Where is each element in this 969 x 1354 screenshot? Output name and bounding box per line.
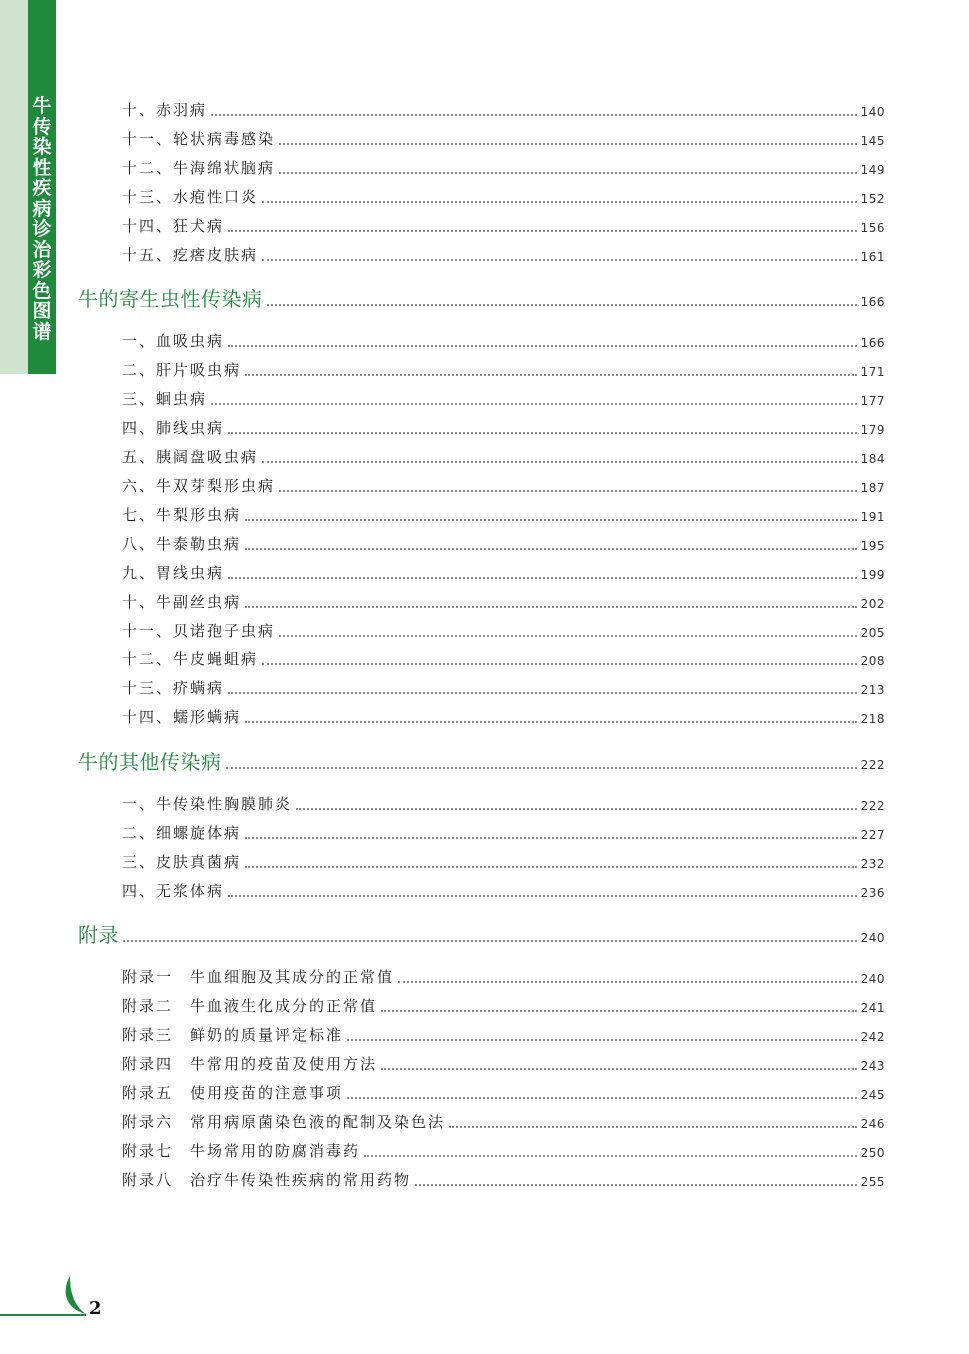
toc-entry-page: 140 bbox=[860, 105, 885, 119]
toc-entry-page: 236 bbox=[860, 886, 885, 900]
toc-entry[interactable] bbox=[122, 1110, 885, 1132]
toc-entry-label: 附录四 牛常用的疫苗及使用方法 bbox=[122, 1055, 378, 1073]
toc-entry[interactable] bbox=[122, 1168, 885, 1190]
toc-entry-page: 152 bbox=[860, 192, 885, 206]
toc-entry-page: 232 bbox=[860, 857, 885, 871]
toc-entry[interactable] bbox=[122, 156, 885, 178]
toc-entry-label: 十二、牛海绵状脑病 bbox=[122, 159, 276, 177]
dot-leader bbox=[226, 767, 857, 769]
toc-entry[interactable] bbox=[122, 387, 885, 409]
toc-entry-page: 241 bbox=[860, 1001, 885, 1015]
dot-leader bbox=[381, 1010, 857, 1012]
toc-entry-page: 246 bbox=[860, 1117, 885, 1131]
toc-entry-label: 十四、狂犬病 bbox=[122, 217, 225, 235]
book-title: 牛传染性疾病诊治彩色图谱 bbox=[32, 95, 52, 343]
toc-entry-page: 218 bbox=[860, 712, 885, 726]
toc-entry[interactable] bbox=[122, 1081, 885, 1103]
toc-entry-page: 240 bbox=[860, 972, 885, 986]
toc-entry[interactable] bbox=[122, 619, 885, 641]
leaf-curve-icon bbox=[60, 1276, 90, 1316]
toc-entry-label: 附录七 牛场常用的防腐消毒药 bbox=[122, 1142, 361, 1160]
dot-leader bbox=[347, 1039, 857, 1041]
toc-section-page: 240 bbox=[860, 931, 885, 945]
toc-entry-page: 177 bbox=[860, 394, 885, 408]
dot-leader bbox=[347, 1097, 857, 1099]
dot-leader bbox=[296, 808, 857, 810]
dot-leader bbox=[228, 577, 857, 579]
toc-entry[interactable] bbox=[122, 329, 885, 351]
toc-entry[interactable] bbox=[122, 994, 885, 1016]
dot-leader bbox=[211, 403, 857, 405]
toc-entry-label: 十、赤羽病 bbox=[122, 101, 208, 119]
toc-entry[interactable] bbox=[122, 879, 885, 901]
dot-leader bbox=[228, 692, 857, 694]
toc-entry-label: 附录一 牛血细胞及其成分的正常值 bbox=[122, 968, 395, 986]
toc-entry[interactable] bbox=[122, 1023, 885, 1045]
toc-entry[interactable] bbox=[122, 503, 885, 525]
toc-entry[interactable] bbox=[122, 1139, 885, 1161]
dot-leader bbox=[381, 1068, 857, 1070]
page-number: 2 bbox=[89, 1298, 102, 1319]
toc-entry-page: 202 bbox=[860, 597, 885, 611]
toc-entry[interactable] bbox=[122, 1052, 885, 1074]
dot-leader bbox=[279, 635, 857, 637]
toc-entry-page: 243 bbox=[860, 1059, 885, 1073]
dot-leader bbox=[398, 981, 857, 983]
toc-entry[interactable] bbox=[122, 821, 885, 843]
footer-rule bbox=[0, 1314, 86, 1316]
toc-entry-label: 三、蛔虫病 bbox=[122, 390, 208, 408]
dot-leader bbox=[262, 663, 857, 665]
toc-entry-page: 145 bbox=[860, 134, 885, 148]
dot-leader bbox=[279, 490, 857, 492]
dot-leader bbox=[364, 1155, 857, 1157]
dot-leader bbox=[415, 1184, 857, 1186]
toc-entry-label: 二、肝片吸虫病 bbox=[122, 361, 242, 379]
toc-entry-label: 四、无浆体病 bbox=[122, 882, 225, 900]
toc-entry-label: 十一、贝诺孢子虫病 bbox=[122, 622, 276, 640]
toc-entry[interactable] bbox=[122, 705, 885, 727]
toc-entry[interactable] bbox=[122, 532, 885, 554]
dot-leader bbox=[262, 201, 857, 203]
toc-entry[interactable] bbox=[122, 647, 885, 669]
dot-leader bbox=[262, 461, 857, 463]
toc-entry[interactable] bbox=[122, 416, 885, 438]
dot-leader bbox=[245, 374, 857, 376]
dot-leader bbox=[228, 345, 857, 347]
toc-section-heading[interactable] bbox=[78, 920, 885, 948]
toc-entry-page: 179 bbox=[860, 423, 885, 437]
dot-leader bbox=[279, 172, 857, 174]
toc-entry-page: 161 bbox=[860, 250, 885, 264]
toc-entry[interactable] bbox=[122, 445, 885, 467]
toc-entry-page: 242 bbox=[860, 1030, 885, 1044]
dot-leader bbox=[245, 837, 857, 839]
dot-leader bbox=[245, 606, 857, 608]
dot-leader bbox=[228, 230, 857, 232]
dot-leader bbox=[245, 519, 857, 521]
toc-section-page: 222 bbox=[860, 758, 885, 772]
toc-entry-label: 十五、疙瘩皮肤病 bbox=[122, 246, 259, 264]
toc-entry[interactable] bbox=[122, 676, 885, 698]
dot-leader bbox=[449, 1126, 857, 1128]
toc-entry[interactable] bbox=[122, 590, 885, 612]
toc-section-heading[interactable] bbox=[78, 284, 885, 312]
toc-entry-page: 227 bbox=[860, 828, 885, 842]
toc-entry-page: 171 bbox=[860, 365, 885, 379]
dot-leader bbox=[123, 940, 857, 942]
toc-entry-page: 222 bbox=[860, 799, 885, 813]
toc-section-page: 166 bbox=[860, 295, 885, 309]
toc-entry-label: 十一、轮状病毒感染 bbox=[122, 130, 276, 148]
toc-entry-label: 九、胃线虫病 bbox=[122, 564, 225, 582]
toc-entry-page: 255 bbox=[860, 1175, 885, 1189]
toc-section-title: 牛的其他传染病 bbox=[78, 750, 222, 774]
toc-entry-page: 199 bbox=[860, 568, 885, 582]
toc-entry-page: 187 bbox=[860, 481, 885, 495]
dot-leader bbox=[211, 114, 857, 116]
toc-entry-label: 四、肺线虫病 bbox=[122, 419, 225, 437]
dot-leader bbox=[245, 866, 857, 868]
toc-entry-label: 十、牛副丝虫病 bbox=[122, 593, 242, 611]
toc-section-title: 附录 bbox=[78, 923, 119, 947]
toc-entry-label: 附录六 常用病原菌染色液的配制及染色法 bbox=[122, 1113, 446, 1131]
toc-entry-page: 213 bbox=[860, 683, 885, 697]
toc-entry[interactable] bbox=[122, 185, 885, 207]
toc-entry-page: 195 bbox=[860, 539, 885, 553]
dot-leader bbox=[228, 895, 857, 897]
toc-entry-page: 250 bbox=[860, 1146, 885, 1160]
dot-leader bbox=[262, 259, 857, 261]
toc-section-heading[interactable] bbox=[78, 747, 885, 775]
toc-entry-label: 一、牛传染性胸膜肺炎 bbox=[122, 795, 293, 813]
toc-entry-label: 附录八 治疗牛传染性疾病的常用药物 bbox=[122, 1171, 412, 1189]
toc-entry-label: 十四、蠕形螨病 bbox=[122, 708, 242, 726]
toc-entry-label: 附录五 使用疫苗的注意事项 bbox=[122, 1084, 344, 1102]
toc-entry[interactable] bbox=[122, 850, 885, 872]
toc-entry-label: 一、血吸虫病 bbox=[122, 332, 225, 350]
toc-entry-label: 十三、水疱性口炎 bbox=[122, 188, 259, 206]
toc-entry-page: 184 bbox=[860, 452, 885, 466]
toc-entry[interactable] bbox=[122, 98, 885, 120]
dot-leader bbox=[267, 304, 857, 306]
toc-entry-label: 附录三 鲜奶的质量评定标准 bbox=[122, 1026, 344, 1044]
toc-entry-page: 208 bbox=[860, 654, 885, 668]
toc-entry[interactable] bbox=[122, 561, 885, 583]
toc-entry-page: 156 bbox=[860, 221, 885, 235]
dot-leader bbox=[245, 548, 857, 550]
toc-entry-page: 191 bbox=[860, 510, 885, 524]
dot-leader bbox=[279, 143, 857, 145]
toc-entry-page: 245 bbox=[860, 1088, 885, 1102]
toc-entry-label: 三、皮肤真菌病 bbox=[122, 853, 242, 871]
toc-section-title: 牛的寄生虫性传染病 bbox=[78, 287, 263, 311]
toc-entry-label: 五、胰阔盘吸虫病 bbox=[122, 448, 259, 466]
toc-entry-label: 七、牛梨形虫病 bbox=[122, 506, 242, 524]
toc-entry-page: 205 bbox=[860, 626, 885, 640]
toc-entry-label: 附录二 牛血液生化成分的正常值 bbox=[122, 997, 378, 1015]
toc-entry[interactable] bbox=[122, 792, 885, 814]
toc-entry[interactable] bbox=[122, 358, 885, 380]
dot-leader bbox=[245, 721, 857, 723]
toc-entry[interactable] bbox=[122, 474, 885, 496]
toc-entry[interactable] bbox=[122, 214, 885, 236]
toc-entry-label: 八、牛泰勒虫病 bbox=[122, 535, 242, 553]
toc-entry-page: 149 bbox=[860, 163, 885, 177]
toc-entry-label: 十二、牛皮蝇蛆病 bbox=[122, 650, 259, 668]
toc-entry[interactable] bbox=[122, 243, 885, 265]
dot-leader bbox=[228, 432, 857, 434]
toc-entry-page: 166 bbox=[860, 336, 885, 350]
toc-entry[interactable] bbox=[122, 965, 885, 987]
toc-entry-label: 二、细螺旋体病 bbox=[122, 824, 242, 842]
toc-entry-label: 六、牛双芽梨形虫病 bbox=[122, 477, 276, 495]
toc-entry[interactable] bbox=[122, 127, 885, 149]
toc-entry-label: 十三、疥螨病 bbox=[122, 679, 225, 697]
